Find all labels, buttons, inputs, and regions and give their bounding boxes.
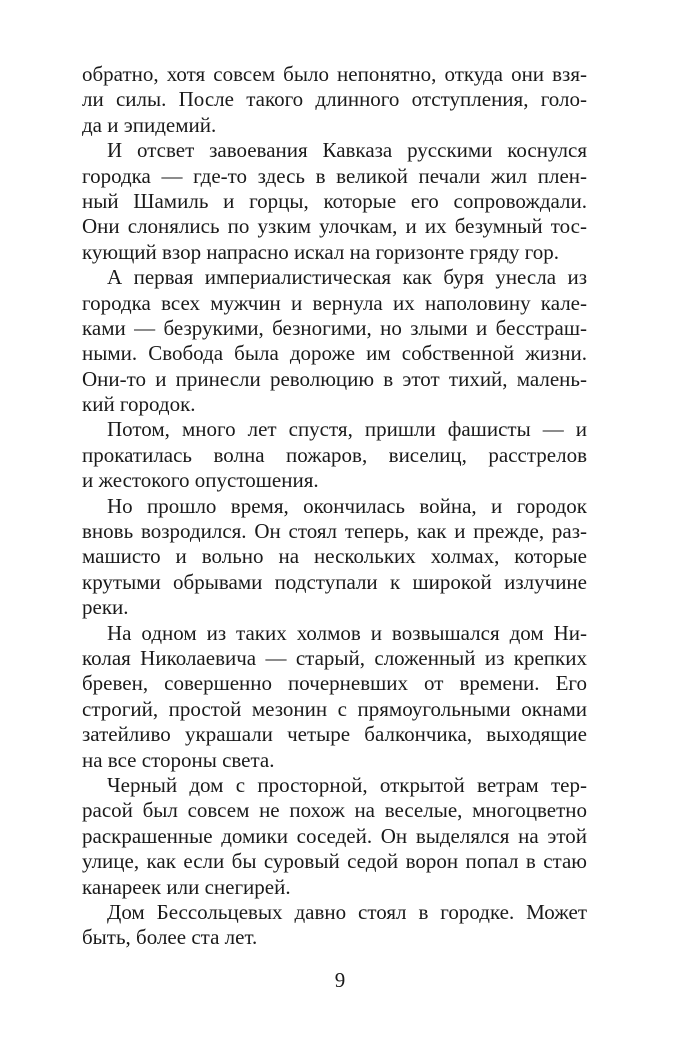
page-number: 9 bbox=[334, 968, 346, 992]
text-line: городка всех мужчин и вернула их наполовину кале- bbox=[82, 290, 587, 315]
text-line: ными. Свобода была дороже им собственной жизни. bbox=[82, 341, 587, 366]
body-text bbox=[82, 62, 587, 951]
text-line: Они-то и принесли революцию в этот тихий, малень- bbox=[82, 366, 587, 391]
text-line: прокатилась волна пожаров, виселиц, расстрелов bbox=[82, 442, 587, 467]
text-line: Они слонялись по узким улочкам, и их безумный тос- bbox=[82, 214, 587, 239]
text-line: реки. bbox=[82, 595, 129, 620]
text-line: машисто и вольно на нескольких холмах, которые bbox=[82, 544, 587, 569]
text-line: крутыми обрывами подступали к широкой излучине bbox=[82, 569, 587, 594]
text-line: А первая империалистическая как буря унесла из bbox=[107, 265, 587, 290]
text-line: строгий, простой мезонин с прямоугольными окнами bbox=[82, 696, 587, 721]
text-line: быть, более ста лет. bbox=[82, 925, 258, 950]
paragraph bbox=[82, 62, 587, 138]
text-line: Потом, много лет спустя, пришли фашисты — и bbox=[107, 417, 587, 442]
text-line: да и эпидемий. bbox=[82, 112, 217, 137]
text-line: колая Николаевича — старый, сложенный из крепких bbox=[82, 645, 587, 670]
text-line: Но прошло время, окончилась война, и городок bbox=[107, 493, 587, 518]
text-line: кующий взор напрасно искал на горизонте гряду гор. bbox=[82, 239, 560, 264]
text-line: бревен, совершенно почерневших от времени. Его bbox=[82, 671, 587, 696]
paragraph bbox=[82, 138, 587, 265]
paragraph bbox=[82, 417, 587, 493]
text-line: Черный дом с просторной, открытой ветрам тер- bbox=[107, 772, 587, 797]
text-line: ли силы. После такого длинного отступления, голо- bbox=[82, 87, 587, 112]
text-line: ками — безрукими, безногими, но злыми и бесстраш- bbox=[82, 315, 587, 340]
paragraph bbox=[82, 621, 587, 773]
paragraph bbox=[82, 900, 587, 951]
text-line: обратно, хотя совсем было непонятно, откуда они взя- bbox=[82, 62, 587, 86]
text-line: улице, как если бы суровый седой ворон попал в стаю bbox=[82, 849, 587, 874]
text-line: Дом Бессольцевых давно стоял в городке. Может bbox=[107, 899, 587, 924]
text-line: кий городок. bbox=[82, 392, 196, 417]
text-line: вновь возродился. Он стоял теперь, как и прежде, раз- bbox=[82, 519, 587, 544]
paragraph bbox=[82, 494, 587, 621]
text-line: расой был совсем не похож на веселые, многоцветно bbox=[82, 798, 587, 823]
text-line: И отсвет завоевания Кавказа русскими коснулся bbox=[107, 138, 587, 163]
text-line: городка — где-то здесь в великой печали жил плен- bbox=[82, 163, 587, 188]
paragraph bbox=[82, 265, 587, 417]
text-line: на все стороны света. bbox=[82, 747, 275, 772]
text-line: затейливо украшали четыре балкончика, выходящие bbox=[82, 722, 587, 747]
text-line: На одном из таких холмов и возвышался дом Ни- bbox=[107, 620, 587, 645]
paragraph bbox=[82, 773, 587, 900]
text-line: ный Шамиль и горцы, которые его сопровождали. bbox=[82, 188, 587, 213]
text-line: и жестокого опустошения. bbox=[82, 468, 319, 493]
text-line: раскрашенные домики соседей. Он выделялся на этой bbox=[82, 823, 587, 848]
text-line: канареек или снегирей. bbox=[82, 874, 291, 899]
